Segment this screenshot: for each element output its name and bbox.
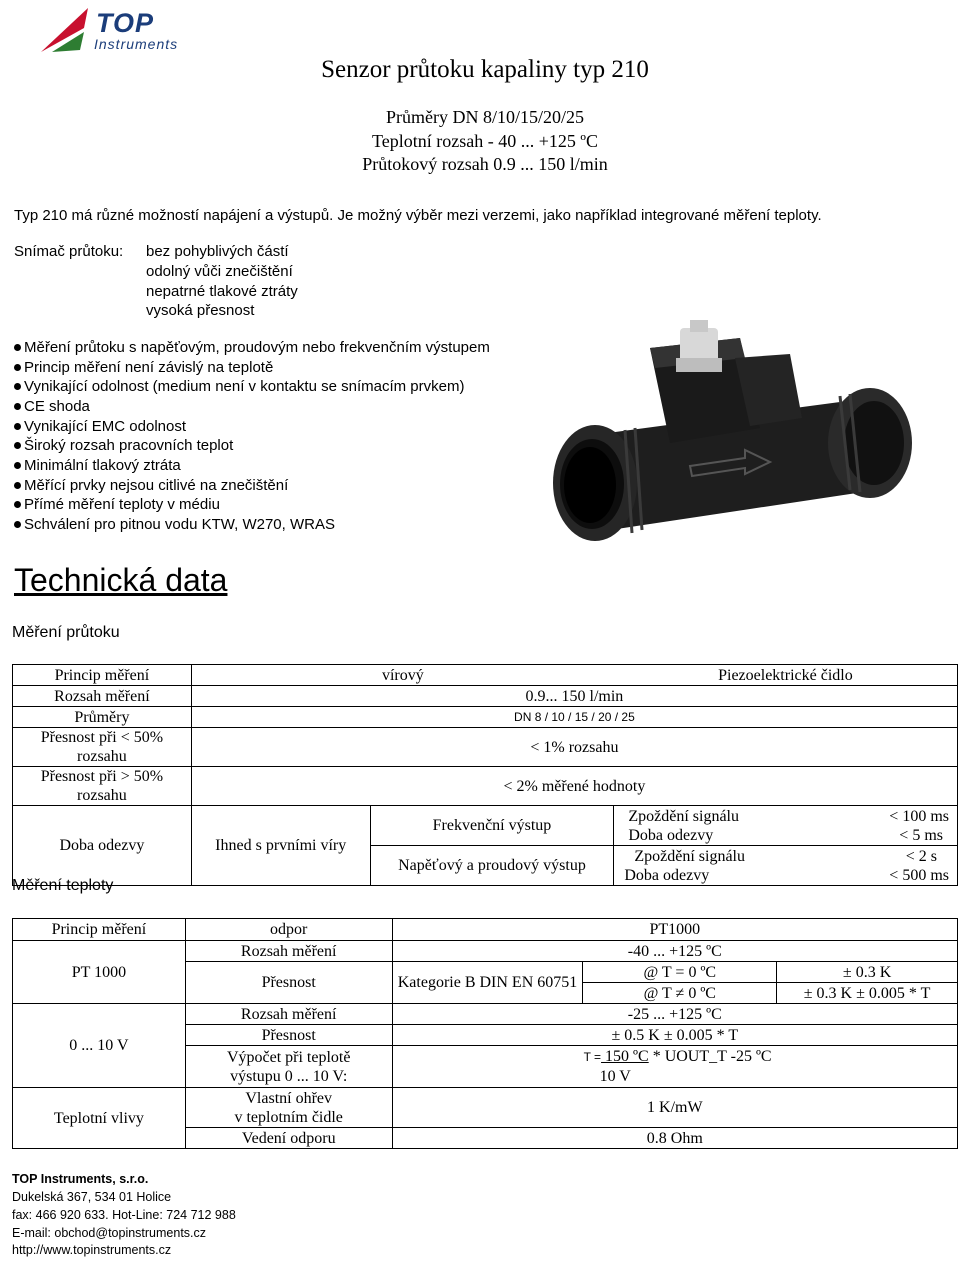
page-title: Senzor průtoku kapaliny typ 210 — [321, 56, 649, 83]
footer-website-link[interactable]: http://www.topinstruments.cz — [12, 1243, 172, 1257]
row-label: Princip měření — [13, 665, 192, 686]
row-label: Přesnost při > 50% rozsahu — [13, 767, 192, 806]
list-item: Měřící prvky nejsou citlivé na znečištění — [14, 477, 288, 494]
intro-text: Typ 210 má různé možností napájení a výstupů. Je možný výběr mezi verzemi, jako například integrované měření teploty. — [14, 207, 822, 224]
footer-company: TOP Instruments, s.r.o. — [12, 1172, 149, 1186]
table-row — [13, 1004, 958, 1025]
subtitle-diameters: Průměry DN 8/10/15/20/25 — [386, 107, 584, 127]
company-logo — [38, 2, 198, 58]
row-label: Doba odezvy — [13, 806, 192, 886]
cell-label: Výpočet při teplotě výstupu 0 ... 10 V: — [185, 1046, 392, 1088]
cell-value: 1 K/mW — [392, 1088, 957, 1128]
list-item: Schválení pro pitnou vodu KTW, W270, WRAS — [14, 516, 335, 533]
cell-value: ± 0.3 K — [777, 962, 958, 983]
table-row — [13, 728, 958, 767]
footer-email[interactable]: E-mail: obchod@topinstruments.cz — [12, 1226, 207, 1240]
row-label: Teplotní vlivy — [13, 1088, 186, 1149]
subtitle-temp-range: Teplotní rozsah - 40 ... +125 ºC — [372, 131, 598, 151]
cell-value: Frekvenční výstup — [370, 806, 614, 846]
logo-mark-icon — [38, 6, 98, 58]
cell-value: vírový — [191, 665, 614, 686]
list-item: Přímé měření teploty v médiu — [14, 496, 220, 513]
cell-value: odpor — [185, 919, 392, 941]
cell-value: Piezoelektrické čidlo — [614, 665, 958, 686]
sensor-feature: nepatrné tlakové ztráty — [146, 283, 298, 300]
sensor-feature: odolný vůči znečištění — [146, 263, 293, 280]
table-row — [13, 707, 958, 728]
cell-value: Kategorie B DIN EN 60751 — [392, 962, 583, 1004]
section-heading-flow: Měření průtoku — [12, 624, 120, 641]
table-row — [13, 686, 958, 707]
list-item: Minimální tlakový ztráta — [14, 457, 181, 474]
table-row — [13, 806, 958, 846]
list-item: Princip měření není závislý na teplotě — [14, 359, 273, 376]
list-item: Vynikající EMC odolnost — [14, 418, 186, 435]
list-item: Široký rozsah pracovních teplot — [14, 437, 233, 454]
row-label: Přesnost při < 50% rozsahu — [13, 728, 192, 767]
subtitle-flow-range: Průtokový rozsah 0.9 ... 150 l/min — [362, 154, 608, 174]
delay-row: Zpoždění signálu < 2 s — [634, 847, 937, 865]
row-label: Rozsah měření — [13, 686, 192, 707]
cell-value: PT1000 — [392, 919, 957, 941]
cell-value: 0.9... 150 l/min — [191, 686, 957, 707]
table-row — [13, 919, 958, 941]
cell-value: @ T ≠ 0 ºC — [583, 983, 777, 1004]
temperature-spec-table — [12, 918, 958, 1149]
row-label: Princip měření — [13, 919, 186, 941]
cell-value: 0.8 Ohm — [392, 1128, 957, 1149]
table-row — [13, 941, 958, 962]
cell-label: Vedení odporu — [185, 1128, 392, 1149]
table-row — [13, 665, 958, 686]
flow-spec-table — [12, 664, 958, 886]
response-row: Doba odezvy < 5 ms — [628, 826, 943, 844]
row-label: 0 ... 10 V — [13, 1004, 186, 1088]
cell-value: Napěťový a proudový výstup — [370, 846, 614, 886]
cell-label: Rozsah měření — [185, 941, 392, 962]
list-item: Vynikající odolnost (medium není v kontaktu se snímacím prvkem) — [14, 378, 464, 395]
section-heading-temperature: Měření teploty — [12, 877, 114, 894]
cell-value: < 2% měřené hodnoty — [191, 767, 957, 806]
table-row — [13, 767, 958, 806]
list-item: Měření průtoku s napěťovým, proudovým nebo frekvenčním výstupem — [14, 339, 490, 356]
sensor-feature: vysoká přesnost — [146, 302, 255, 319]
row-label: Průměry — [13, 707, 192, 728]
section-heading-technical-data: Technická data — [14, 562, 228, 598]
cell-value: @ T = 0 ºC — [583, 962, 777, 983]
logo-word-top: TOP — [96, 8, 155, 38]
cell-label: Přesnost — [185, 962, 392, 1004]
cell-value: -40 ... +125 ºC — [392, 941, 957, 962]
cell-value: Ihned s prvními víry — [191, 806, 370, 886]
footer-phone: fax: 466 920 633. Hot-Line: 724 712 988 — [12, 1208, 236, 1222]
cell-label: Přesnost — [185, 1025, 392, 1046]
cell-value: -25 ... +125 ºC — [392, 1004, 957, 1025]
cell-value: ± 0.3 K ± 0.005 * T — [777, 983, 958, 1004]
cell-value: T = 150 ºC * UOUT_T -25 ºC 10 V — [392, 1046, 957, 1088]
flow-sensor-photo-icon — [540, 318, 960, 558]
sensor-label: Snímač průtoku: — [14, 243, 124, 260]
cell-value: ± 0.5 K ± 0.005 * T — [392, 1025, 957, 1046]
table-row — [13, 1088, 958, 1128]
cell-label: Rozsah měření — [185, 1004, 392, 1025]
footer-address: Dukelská 367, 534 01 Holice — [12, 1190, 172, 1204]
logo-word-instruments: Instruments — [94, 36, 179, 52]
list-item: CE shoda — [14, 398, 90, 415]
delay-row: Zpoždění signálu < 100 ms — [628, 807, 949, 825]
sensor-feature: bez pohyblivých částí — [146, 243, 289, 260]
cell-value: DN 8 / 10 / 15 / 20 / 25 — [191, 707, 957, 728]
row-label: PT 1000 — [13, 941, 186, 1004]
cell-label: Vlastní ohřev v teplotním čidle — [185, 1088, 392, 1128]
cell-value: < 1% rozsahu — [191, 728, 957, 767]
response-row: Doba odezvy < 500 ms — [624, 866, 949, 884]
